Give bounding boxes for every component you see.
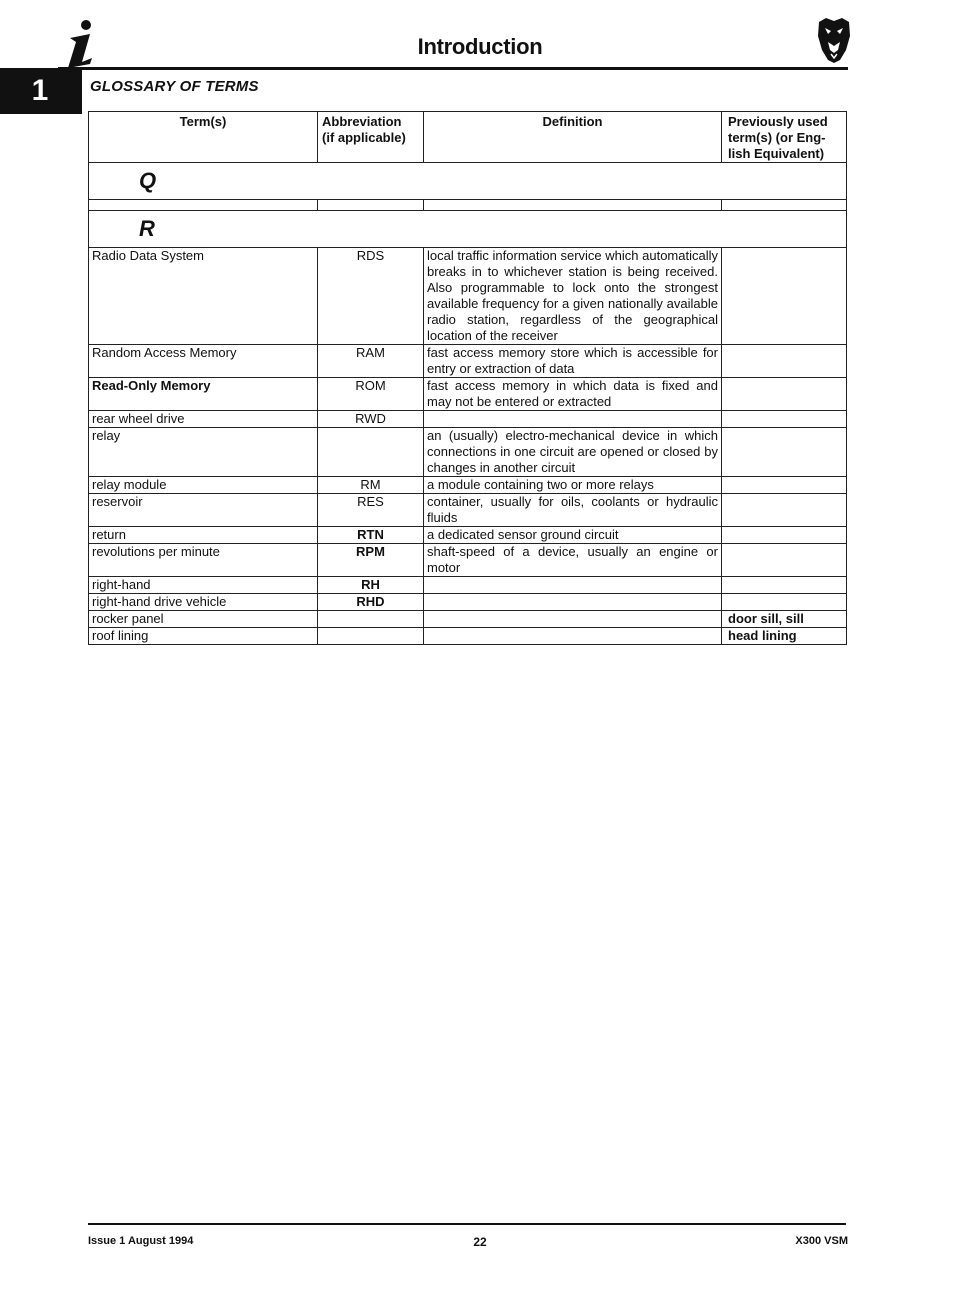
footer-rule — [88, 1223, 846, 1225]
issue-date: Issue 1 August 1994 — [88, 1235, 194, 1247]
definition-cell — [424, 611, 722, 628]
definition-cell: fast access memory in which data is fixed and may not be entered or extracted — [424, 378, 722, 411]
definition-cell: a module containing two or more relays — [424, 477, 722, 494]
previous-term-cell — [722, 248, 847, 345]
header-abbreviation — [318, 112, 424, 163]
previous-term-cell — [722, 345, 847, 378]
abbreviation-cell: RDS — [318, 248, 424, 345]
document-code: X300 VSM — [795, 1235, 848, 1247]
previous-term-cell — [722, 428, 847, 477]
abbreviation-cell — [318, 611, 424, 628]
letter-q: Q — [89, 163, 847, 200]
term-cell: Random Access Memory — [89, 345, 318, 378]
definition-cell — [424, 594, 722, 611]
term-cell: return — [89, 527, 318, 544]
term-cell: relay module — [89, 477, 318, 494]
definition-cell — [424, 411, 722, 428]
previous-term-cell — [722, 577, 847, 594]
abbreviation-cell: RPM — [318, 544, 424, 577]
header-term: Term(s) — [89, 112, 318, 163]
table-row — [89, 494, 847, 527]
table-header-row — [89, 112, 847, 163]
header-rule — [58, 67, 848, 70]
table-row — [89, 611, 847, 628]
previous-term-cell — [722, 494, 847, 527]
term-cell: Read-Only Memory — [89, 378, 318, 411]
header-abbreviation-line2: (if applicable) — [322, 130, 406, 145]
abbreviation-cell: RTN — [318, 527, 424, 544]
table-row — [89, 378, 847, 411]
previous-term-cell — [722, 378, 847, 411]
term-cell: revolutions per minute — [89, 544, 318, 577]
term-cell: Radio Data System — [89, 248, 318, 345]
header-prev-line2: term(s) (or Eng- — [728, 130, 826, 145]
letter-row-q — [89, 163, 847, 200]
table-row — [89, 345, 847, 378]
previous-term-cell — [722, 544, 847, 577]
definition-cell: a dedicated sensor ground circuit — [424, 527, 722, 544]
section-tab — [0, 68, 82, 114]
jaguar-logo — [816, 16, 852, 64]
term-cell: right-hand drive vehicle — [89, 594, 318, 611]
term-cell: rear wheel drive — [89, 411, 318, 428]
header-definition: Definition — [424, 112, 722, 163]
term-cell: roof lining — [89, 628, 318, 645]
glossary-table — [88, 111, 847, 645]
abbreviation-cell: RM — [318, 477, 424, 494]
abbreviation-cell: RAM — [318, 345, 424, 378]
header-previously-used — [722, 112, 847, 163]
previous-term-cell — [722, 477, 847, 494]
table-row — [89, 477, 847, 494]
term-cell: rocker panel — [89, 611, 318, 628]
previous-term-cell — [722, 527, 847, 544]
abbreviation-cell: RES — [318, 494, 424, 527]
table-row — [89, 428, 847, 477]
term-cell: relay — [89, 428, 318, 477]
section-title: GLOSSARY OF TERMS — [90, 78, 259, 95]
abbreviation-cell: RH — [318, 577, 424, 594]
term-cell: reservoir — [89, 494, 318, 527]
definition-cell: shaft-speed of a device, usually an engine or motor — [424, 544, 722, 577]
abbreviation-cell — [318, 428, 424, 477]
letter-r: R — [89, 211, 847, 248]
page-number: 22 — [473, 1235, 487, 1249]
definition-cell — [424, 628, 722, 645]
table-row — [89, 577, 847, 594]
previous-term-cell: head lining — [722, 628, 847, 645]
definition-cell: container, usually for oils, coolants or hydraulic fluids — [424, 494, 722, 527]
table-row — [89, 411, 847, 428]
section-number: 1 — [31, 74, 49, 107]
definition-cell: an (usually) electro-mechanical device in which connections in one circuit are opened or closed by changes in another circuit — [424, 428, 722, 477]
table-row — [89, 248, 847, 345]
table-row — [89, 527, 847, 544]
abbreviation-cell: RHD — [318, 594, 424, 611]
abbreviation-cell: RWD — [318, 411, 424, 428]
definition-cell: local traffic information service which automatically breaks in to whichever station is being received. Also programmable to lock onto the strongest available frequency for a given nationally available radio station, regardless of the geographical location of the receiver — [424, 248, 722, 345]
definition-cell — [424, 577, 722, 594]
table-row — [89, 628, 847, 645]
term-cell: right-hand — [89, 577, 318, 594]
table-row — [89, 594, 847, 611]
previous-term-cell: door sill, sill — [722, 611, 847, 628]
page-title: Introduction — [417, 34, 543, 59]
definition-cell: fast access memory store which is accessible for entry or extraction of data — [424, 345, 722, 378]
header-prev-line1: Previously used — [728, 114, 828, 129]
spacer-row — [89, 200, 847, 211]
previous-term-cell — [722, 594, 847, 611]
header-prev-line3: lish Equivalent) — [728, 146, 825, 161]
abbreviation-cell — [318, 628, 424, 645]
letter-row-r — [89, 211, 847, 248]
table-row — [89, 544, 847, 577]
previous-term-cell — [722, 411, 847, 428]
abbreviation-cell: ROM — [318, 378, 424, 411]
header-abbreviation-line1: Abbreviation — [322, 114, 402, 129]
